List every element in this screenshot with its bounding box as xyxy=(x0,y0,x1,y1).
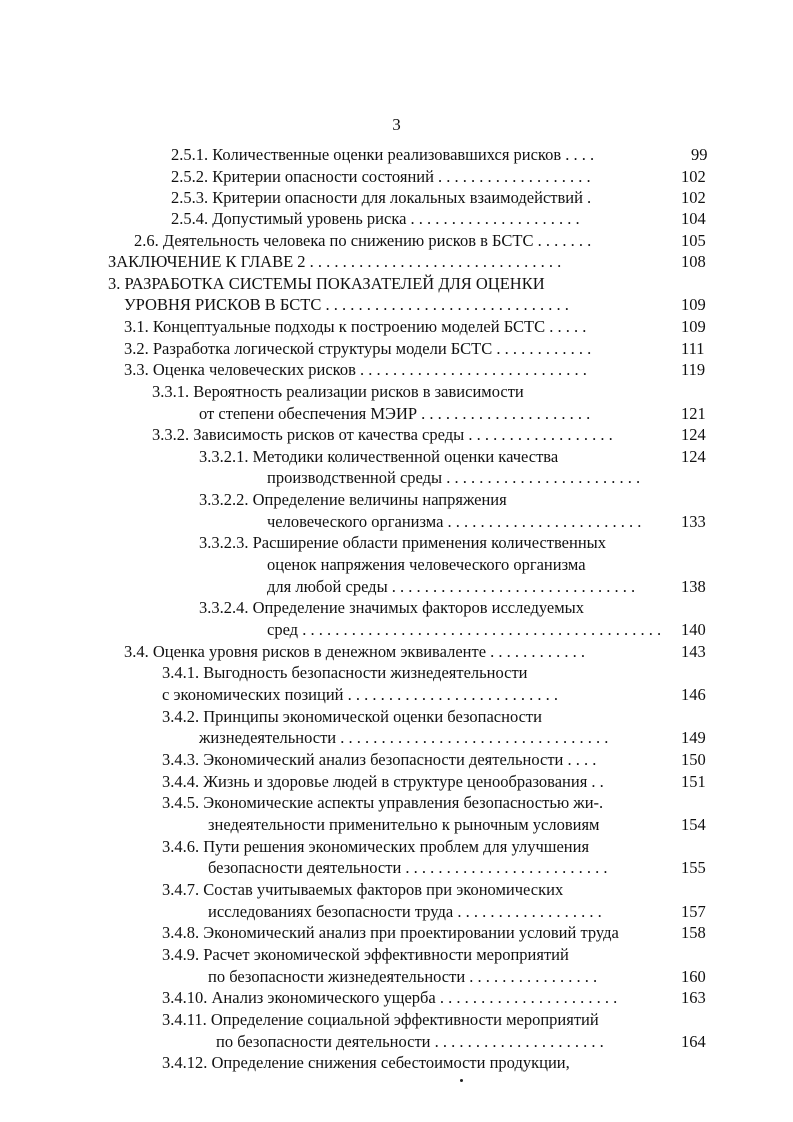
toc-entry-3-3-1: 3.3.1. Вероятность реализации рисков в зависимости xyxy=(152,382,524,401)
toc-page-3-4-9: 160 xyxy=(681,967,706,986)
toc-entry-3-3-2-1: 3.3.2.1. Методики количественной оценки качества xyxy=(199,447,559,466)
toc-entry-chapter-3-title-cont: УРОВНЯ РИСКОВ В БСТС . . . . . . . . . . . . . . . . . . . . . . . . . . . . . . xyxy=(124,295,569,314)
toc-entry-3-4-6: 3.4.6. Пути решения экономических проблем для улучшения xyxy=(162,837,590,856)
toc-page-3-3-2-3: 138 xyxy=(681,577,706,596)
toc-entry-3-3-2-4-cont: сред . . . . . . . . . . . . . . . . . . . . . . . . . . . . . . . . . . . . . . . . . . . . xyxy=(267,620,662,639)
toc-entry-3-2: 3.2. Разработка логической структуры модели БСТС . . . . . . . . . . . . xyxy=(124,339,592,358)
toc-page-3-4: 143 xyxy=(681,642,706,661)
toc-entry-3-4-3: 3.4.3. Экономический анализ безопасности деятельности . . . . xyxy=(162,750,597,769)
toc-entry-3-4-11: 3.4.11. Определение социальной эффективности мероприятий xyxy=(162,1010,599,1029)
toc-page-2-5-3: 102 xyxy=(681,188,706,207)
toc-page-3-4-5: 154 xyxy=(681,815,706,834)
toc-page-2-5-4: 104 xyxy=(681,209,706,228)
toc-entry-2-5-1: 2.5.1. Количественные оценки реализовавшихся рисков . . . . xyxy=(171,145,595,164)
toc-page-3-2: 111 xyxy=(681,339,705,358)
toc-entry-chapter-3-title: 3. РАЗРАБОТКА СИСТЕМЫ ПОКАЗАТЕЛЕЙ ДЛЯ ОЦЕНКИ xyxy=(108,274,545,293)
toc-entry-3-3-2-3-cont1: оценок напряжения человеческого организма xyxy=(267,555,586,574)
toc-page-3-4-4: 151 xyxy=(681,772,706,791)
toc-page-3-1: 109 xyxy=(681,317,706,336)
toc-entry-3-4-7: 3.4.7. Состав учитываемых факторов при экономических xyxy=(162,880,564,899)
toc-entry-3-4-6-cont: безопасности деятельности . . . . . . . . . . . . . . . . . . . . . . . . . xyxy=(208,858,608,877)
toc-entry-3-4-9: 3.4.9. Расчет экономической эффективности мероприятий xyxy=(162,945,569,964)
toc-page-3-4-2: 149 xyxy=(681,728,706,747)
toc-page-2-5-2: 102 xyxy=(681,167,706,186)
toc-page-3-4-8: 158 xyxy=(681,923,706,942)
toc-entry-3-4-1-cont: с экономических позиций . . . . . . . . . . . . . . . . . . . . . . . . . . xyxy=(162,685,558,704)
toc-entry-3-3: 3.3. Оценка человеческих рисков . . . . . . . . . . . . . . . . . . . . . . . . . . . . xyxy=(124,360,587,379)
toc-page-3-3-2-2: 133 xyxy=(681,512,706,531)
toc-entry-3-3-1-cont: от степени обеспечения МЭИР . . . . . . . . . . . . . . . . . . . . . xyxy=(199,404,591,423)
toc-entry-3-3-2: 3.3.2. Зависимость рисков от качества среды . . . . . . . . . . . . . . . . . . xyxy=(152,425,613,444)
toc-entry-2-5-4: 2.5.4. Допустимый уровень риска . . . . . . . . . . . . . . . . . . . . . xyxy=(171,209,580,228)
toc-page-3-3-2-4: 140 xyxy=(681,620,706,639)
toc-entry-3-3-2-3: 3.3.2.3. Расширение области применения количественных xyxy=(199,533,607,552)
toc-page-3-4-6: 155 xyxy=(681,858,706,877)
toc-entry-3-4-4: 3.4.4. Жизнь и здоровье людей в структуре ценообразования . . xyxy=(162,772,604,791)
toc-page-3-4-10: 163 xyxy=(681,988,706,1007)
toc-page-conclusion-2: 108 xyxy=(681,252,706,271)
toc-page-3-3-1: 121 xyxy=(681,404,706,423)
toc-page-chapter-3: 109 xyxy=(681,295,706,314)
toc-entry-3-4-12: 3.4.12. Определение снижения себестоимости продукции, xyxy=(162,1053,570,1072)
toc-page-3-4-3: 150 xyxy=(681,750,706,769)
toc-entry-3-3-2-4: 3.3.2.4. Определение значимых факторов исследуемых xyxy=(199,598,584,617)
toc-page-3-4-11: 164 xyxy=(681,1032,706,1051)
toc-entry-3-3-2-3-cont2: для любой среды . . . . . . . . . . . . . . . . . . . . . . . . . . . . . . xyxy=(267,577,636,596)
toc-entry-3-4-9-cont: по безопасности жизнедеятельности . . . . . . . . . . . . . . . . xyxy=(208,967,598,986)
toc-page-3-4-7: 157 xyxy=(681,902,706,921)
toc-entry-2-5-2: 2.5.2. Критерии опасности состояний . . . . . . . . . . . . . . . . . . . xyxy=(171,167,591,186)
scan-speck xyxy=(460,1079,463,1082)
toc-entry-3-4-11-cont: по безопасности деятельности . . . . . . . . . . . . . . . . . . . . . xyxy=(216,1032,604,1051)
toc-entry-3-4-2: 3.4.2. Принципы экономической оценки безопасности xyxy=(162,707,542,726)
toc-entry-2-6: 2.6. Деятельность человека по снижению рисков в БСТС . . . . . . . xyxy=(134,231,592,250)
toc-entry-3-3-2-1-cont: производственной среды . . . . . . . . . . . . . . . . . . . . . . . . xyxy=(267,468,641,487)
toc-entry-3-3-2-2-cont: человеческого организма . . . . . . . . . . . . . . . . . . . . . . . . xyxy=(267,512,642,531)
toc-page-3-3-2-1: 124 xyxy=(681,447,706,466)
toc-page-3-4-1: 146 xyxy=(681,685,706,704)
toc-entry-3-4: 3.4. Оценка уровня рисков в денежном эквиваленте . . . . . . . . . . . . xyxy=(124,642,586,661)
toc-entry-2-5-3: 2.5.3. Критерии опасности для локальных взаимодействий . xyxy=(171,188,592,207)
page-number: 3 xyxy=(392,115,401,134)
toc-entry-3-3-2-2: 3.3.2.2. Определение величины напряжения xyxy=(199,490,507,509)
toc-entry-3-4-5: 3.4.5. Экономические аспекты управления безопасностью жи-. xyxy=(162,793,604,812)
toc-page-3-3: 119 xyxy=(681,360,706,379)
toc-entry-3-1: 3.1. Концептуальные подходы к построению моделей БСТС . . . . . xyxy=(124,317,587,336)
toc-entry-3-4-5-cont: знедеятельности применительно к рыночным условиям xyxy=(208,815,600,834)
toc-entry-3-4-2-cont: жизнедеятельности . . . . . . . . . . . . . . . . . . . . . . . . . . . . . . . . . xyxy=(199,728,609,747)
toc-entry-3-4-7-cont: исследованиях безопасности труда . . . . . . . . . . . . . . . . . . xyxy=(208,902,602,921)
toc-entry-3-4-10: 3.4.10. Анализ экономического ущерба . . . . . . . . . . . . . . . . . . . . . . xyxy=(162,988,618,1007)
toc-page-3-3-2: 124 xyxy=(681,425,706,444)
toc-entry-3-4-1: 3.4.1. Выгодность безопасности жизнедеятельности xyxy=(162,663,528,682)
toc-entry-3-4-8: 3.4.8. Экономический анализ при проектировании условий труда xyxy=(162,923,619,942)
toc-entry-conclusion-2: ЗАКЛЮЧЕНИЕ К ГЛАВЕ 2 . . . . . . . . . . . . . . . . . . . . . . . . . . . . . . . xyxy=(108,252,562,271)
toc-page-2-5-1: 99 xyxy=(691,145,708,164)
toc-page-2-6: 105 xyxy=(681,231,706,250)
